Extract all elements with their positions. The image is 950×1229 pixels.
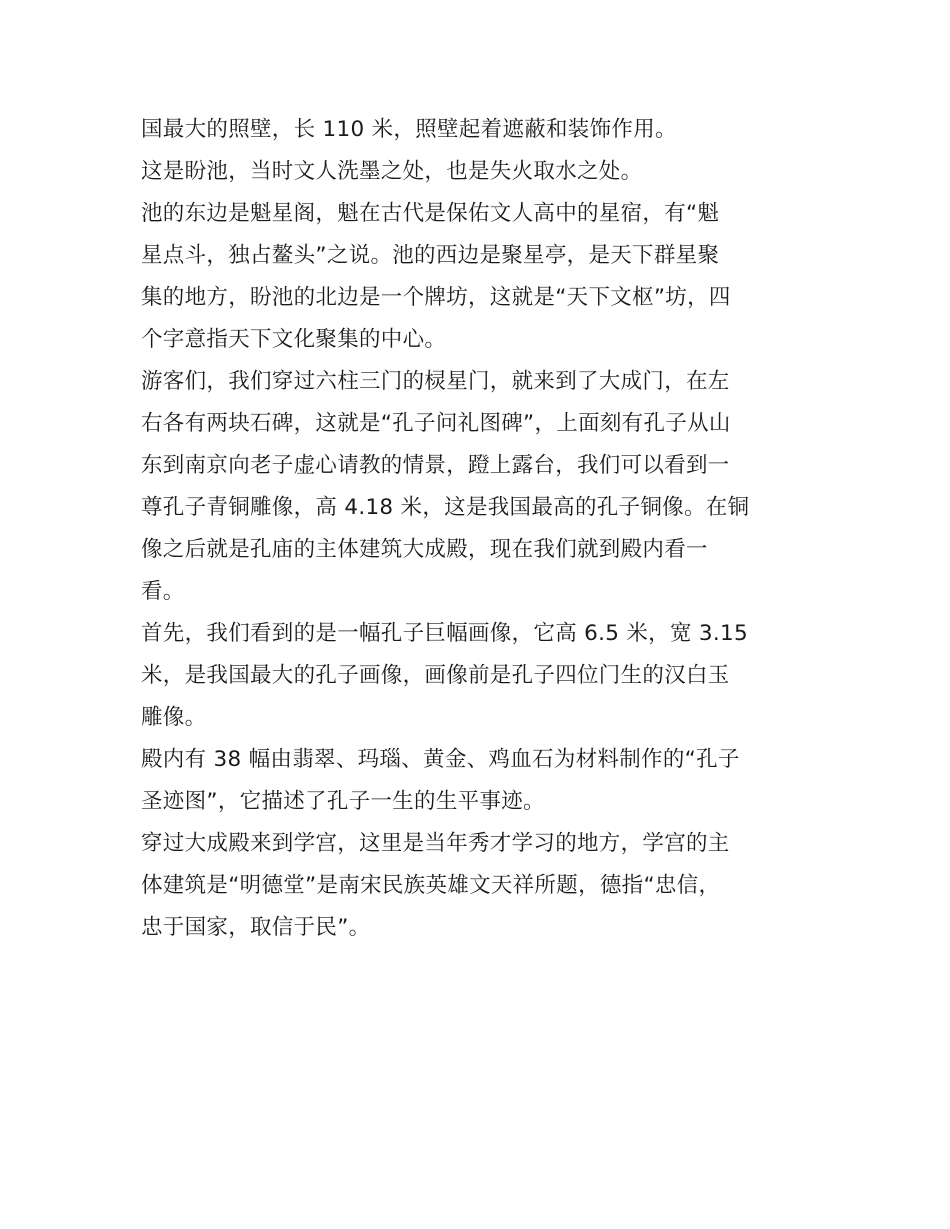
text-line: 国最大的照壁，长 110 米，照壁起着遮蔽和装饰作用。 (141, 117, 677, 142)
text-line: 看。 (141, 579, 185, 604)
text-line: 圣迹图”，它描述了孔子一生的生平事迹。 (141, 789, 545, 814)
text-line: 忠于国家，取信于民”。 (141, 915, 371, 940)
text-line: 池的东边是魁星阁，魁在古代是保佑文人高中的星宿，有“魁 (141, 201, 720, 226)
text-line: 体建筑是“明德堂”是南宋民族英雄文天祥所题，德指“忠信， (141, 873, 721, 898)
text-line: 星点斗，独占鳌头”之说。池的西边是聚星亭，是天下群星聚 (141, 243, 720, 268)
text-line: 东到南京向老子虚心请教的情景，蹬上露台，我们可以看到一 (141, 453, 730, 478)
text-line: 像之后就是孔庙的主体建筑大成殿，现在我们就到殿内看一 (141, 537, 708, 562)
text-line: 游客们，我们穿过六柱三门的棂星门，就来到了大成门，在左 (141, 369, 730, 394)
text-line: 这是盼池，当时文人洗墨之处，也是失火取水之处。 (141, 159, 643, 184)
text-line: 殿内有 38 幅由翡翠、玛瑙、黄金、鸡血石为材料制作的“孔子 (141, 747, 740, 772)
text-line: 个字意指天下文化聚集的中心。 (141, 327, 447, 352)
text-line: 雕像。 (141, 705, 207, 730)
text-line: 穿过大成殿来到学宫，这里是当年秀才学习的地方，学宫的主 (141, 831, 730, 856)
text-line: 米，是我国最大的孔子画像，画像前是孔子四位门生的汉白玉 (141, 663, 730, 688)
text-line: 集的地方，盼池的北边是一个牌坊，这就是“天下文枢”坊，四 (141, 285, 731, 310)
text-line: 右各有两块石碑，这就是“孔子问礼图碑”，上面刻有孔子从山 (141, 411, 731, 436)
text-line: 首先，我们看到的是一幅孔子巨幅画像，它高 6.5 米，宽 3.15 (141, 621, 748, 646)
text-line: 尊孔子青铜雕像，高 4.18 米，这是我国最高的孔子铜像。在铜 (141, 495, 750, 520)
document-body (141, 109, 813, 949)
